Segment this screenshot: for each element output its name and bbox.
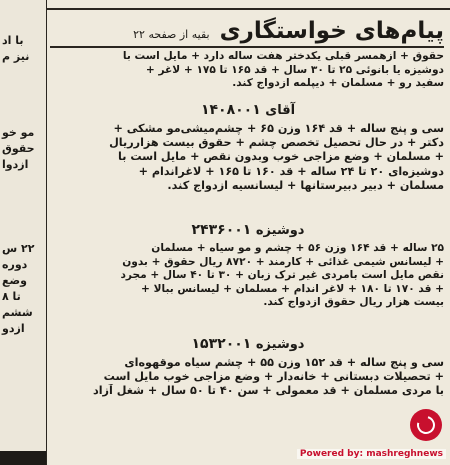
left-fragment: دوره (2, 258, 28, 271)
publisher-logo-icon (410, 409, 442, 441)
section-header (50, 10, 444, 46)
text-line: سی‌ و پنج ساله + قد ۱۶۴ وزن ۶۵ + چشم‌میشی‌مو مشکی + (113, 122, 444, 135)
ad-code-heading (52, 101, 444, 120)
text-line: ۲۵ ساله + قد ۱۶۴ وزن ۵۶ + چشم و مو سیاه + مسلمان (151, 242, 444, 254)
left-fragment: حقوق (2, 142, 35, 155)
text-line: بیست هزار ریال حقوق ازدواج کند. (263, 296, 444, 309)
page-title: پیام‌های خواستگاری (219, 18, 444, 44)
ad-code: ۱۴۰۸۰۰۱ (200, 102, 261, 118)
left-fragment: مو خو (2, 126, 35, 139)
left-fragment: ۲۲ س (2, 242, 35, 255)
text-line: دکتر + در حال تحصیل تخصص چشم + حقوق بیست هزارریال (109, 136, 444, 150)
left-fragment: وضع (2, 274, 27, 287)
ad-code-heading (52, 221, 444, 240)
text-line: حقوق + ازهمسر قبلی یکدختر هفت ساله دارد + مایل است با (122, 50, 444, 62)
ad-prefix: دوشیزه (255, 337, 305, 352)
left-fragment: نیز م (2, 50, 30, 63)
ad-prefix: آقای (265, 103, 296, 118)
watermark: Powered by: mashreghnews (297, 449, 446, 459)
adjacent-column-strip (0, 0, 47, 465)
text-line: دوشیزه‌ای ۲۰ تا ۲۴ ساله + قد ۱۶۰ تا ۱۶۵ + لاغراندام + (138, 164, 444, 178)
continued-from-note: بقیه از صفحه ۲۲ (133, 28, 210, 41)
left-fragment: ششم (2, 306, 33, 319)
left-fragment: ازدوا (2, 158, 29, 171)
text-line: سی و پنج ساله + قد ۱۵۲ وزن ۵۵ + چشم سیاه موقهوه‌ای (124, 356, 444, 369)
ad-prefix: دوشیزه (255, 223, 305, 238)
text-line: + تحصیلات دبستانی + خانه‌دار + وضع مزاجی خوب مایل است (103, 370, 444, 384)
classified-ad (52, 218, 444, 310)
ad-code: ۲۴۳۶۰۰۱ (191, 222, 252, 238)
left-fragment: ازدو (2, 322, 25, 335)
text-line: سفید رو + مسلمان + دیپلمه ازدواج کند. (232, 77, 444, 90)
left-fragment: تا ۸ (2, 290, 21, 303)
left-fragment: با اد (2, 34, 24, 47)
classified-ad (52, 98, 444, 193)
bottom-strip (0, 451, 46, 465)
text-line: + قد ۱۷۰ تا ۱۸۰ + لاغر اندام + مسلمان + لیسانس ببالا + (141, 282, 444, 295)
text-line: + لیسانس شیمی غذائی + کارمند + ۸۷۲۰ ریال حقوق + بدون (122, 255, 444, 268)
text-line: + مسلمان + وضع مزاجی خوب وبدون نقص + مایل است با (118, 150, 444, 164)
text-line: مسلمان + دبیر دبیرستانها + لیسانسیه ازدواج کند. (167, 178, 444, 192)
text-line: با مردی مسلمان + قد معمولی + سن ۴۰ تا ۵۰ سال + شغل آزاد (92, 384, 444, 398)
intro-block (52, 50, 444, 91)
classified-ad (52, 332, 444, 399)
ad-code-heading (52, 335, 444, 354)
text-line: دوشیزه یا بانوئی ۲۵ تا ۳۰ سال + قد ۱۶۵ تا ۱۷۵ + لاغر + (145, 63, 444, 76)
header-rule (50, 46, 444, 48)
text-line: نقص مایل است بامردی غیر ترک زبان + ۳۰ تا ۴۰ سال + مجرد (120, 269, 444, 282)
ad-code: ۱۵۳۲۰۰۱ (191, 336, 252, 352)
